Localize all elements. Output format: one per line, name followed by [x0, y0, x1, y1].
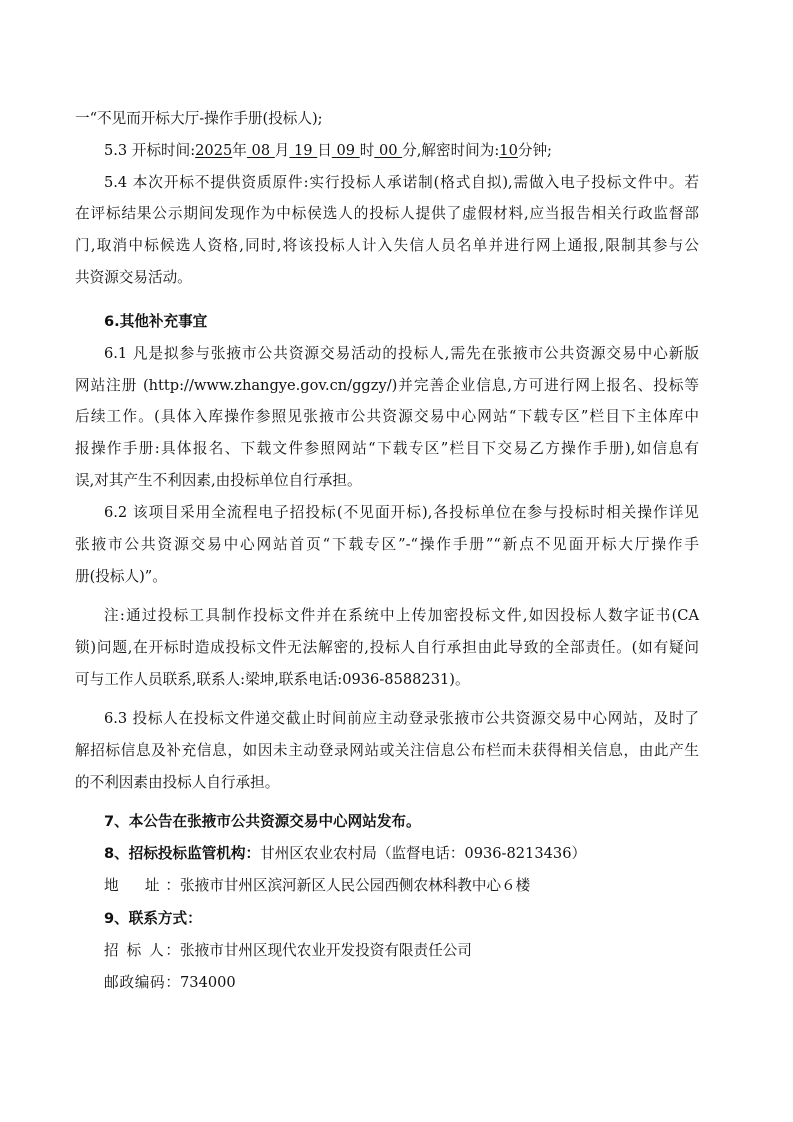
paragraph-5-4-line: 门,取消中标候选人资格,同时,将该投标人计入失信人员名单并进行网上通报,限制其参与公 [75, 237, 699, 254]
manual-reference-line: 一“不见而开标大厅-操作手册(投标人); [75, 110, 323, 127]
paragraph-6-1-line: 网站注册 (http://www.zhangye.gov.cn/ggzy/)并完善企业信息,方可进行网上报名、投标等 [75, 377, 699, 394]
section-9-heading: 9、联系方式： [104, 910, 202, 927]
open-time-year-unit: 年 [232, 142, 247, 159]
open-time-day: 19 [294, 142, 313, 159]
open-time-prefix: 5.3 开标时间: [104, 142, 196, 159]
decrypt-time-prefix: 解密时间为: [421, 142, 500, 159]
tenderer-label: 招 标 人： [104, 942, 180, 959]
open-time-month-unit: 月 [274, 142, 290, 159]
note-line: 锁)问题,在开标时造成投标文件无法解密的,投标人自行承担由此导致的全部责任。(如有疑问 [75, 639, 699, 656]
address-line [104, 876, 530, 896]
open-time-year: 2025 [195, 142, 233, 159]
open-time-month: 08 [251, 142, 271, 159]
decrypt-time-unit: 分钟; [517, 142, 552, 159]
section-8-heading: 8、招标投标监管机构： [104, 845, 261, 862]
postcode-value: 734000 [180, 974, 236, 991]
paragraph-6-1-line: 报操作手册:具体报名、下载文件参照网站“下载专区”栏目下交易乙方操作手册),如信息有 [75, 440, 699, 457]
paragraph-5-4-line: 共资源交易活动。 [75, 269, 192, 286]
open-time-day-unit: 日 [317, 142, 332, 159]
paragraph-6-3-line: 解招标信息及补充信息，如因未主动登录网站或关注信息公布栏而未获得相关信息，由此产生 [75, 742, 699, 759]
postcode-line [104, 973, 236, 993]
note-line: 可与工作人员联系,联系人:梁坤,联系电话:0936-8588231)。 [75, 671, 470, 688]
paragraph-6-1-line: 误,对其产生不利因素,由投标单位自行承担。 [75, 472, 362, 489]
paragraph-6-2-line: 6.2 该项目采用全流程电子招投标(不见面开标),各投标单位在参与投标时相关操作详见 [104, 504, 699, 521]
section-7-heading: 7、本公告在张掖市公共资源交易中心网站发布。 [104, 813, 421, 830]
open-time-minute-unit: 分, [402, 142, 422, 159]
supervision-line [104, 844, 586, 864]
address-label: 地 址： [104, 877, 180, 894]
open-time-hour-unit: 时 [359, 142, 375, 159]
supervision-authority: 甘州区农业农村局（监督电话：0936-8213436） [260, 845, 587, 862]
paragraph-6-1-line: 6.1 凡是拟参与张掖市公共资源交易活动的投标人,需先在张掖市公共资源交易中心新版 [104, 345, 699, 362]
paragraph-6-2-line: 张掖市公共资源交易中心网站首页“下载专区”-“操作手册”“新点不见面开标大厅操作手 [75, 536, 699, 553]
open-time-minute: 00 [378, 142, 398, 159]
paragraph-6-3-line: 6.3 投标人在投标文件递交截止时间前应主动登录张掖市公共资源交易中心网站，及时了 [104, 710, 699, 727]
address-value: 张掖市甘州区滨河新区人民公园西侧农林科教中心６楼 [180, 877, 531, 894]
decrypt-time-value: 10 [499, 142, 518, 159]
section-6-heading: 6.其他补充事宜 [104, 313, 208, 330]
postcode-label: 邮政编码： [104, 974, 180, 991]
open-time-line [104, 141, 552, 161]
paragraph-5-4-line: 在评标结果公示期间发现作为中标侯选人的投标人提供了虚假材料,应当报告相关行政监督部 [75, 205, 699, 222]
paragraph-6-2-line: 册(投标人)”。 [75, 568, 167, 585]
paragraph-5-4-line: 5.4 本次开标不提供资质原件:实行投标人承诺制(格式自拟),需做入电子投标文件中。若 [104, 174, 699, 191]
open-time-hour: 09 [336, 142, 356, 159]
paragraph-6-1-line: 后续工作。(具体入库操作参照见张掖市公共资源交易中心网站“下载专区”栏目下主体库中 [75, 408, 699, 425]
note-line: 注:通过投标工具制作投标文件并在系统中上传加密投标文件,如因投标人数字证书(CA [104, 607, 699, 624]
paragraph-6-3-line: 的不利因素由投标人自行承担。 [75, 774, 280, 791]
tenderer-value: 张掖市甘州区现代农业开发投资有限责任公司 [180, 942, 472, 959]
tenderer-line [104, 941, 472, 961]
